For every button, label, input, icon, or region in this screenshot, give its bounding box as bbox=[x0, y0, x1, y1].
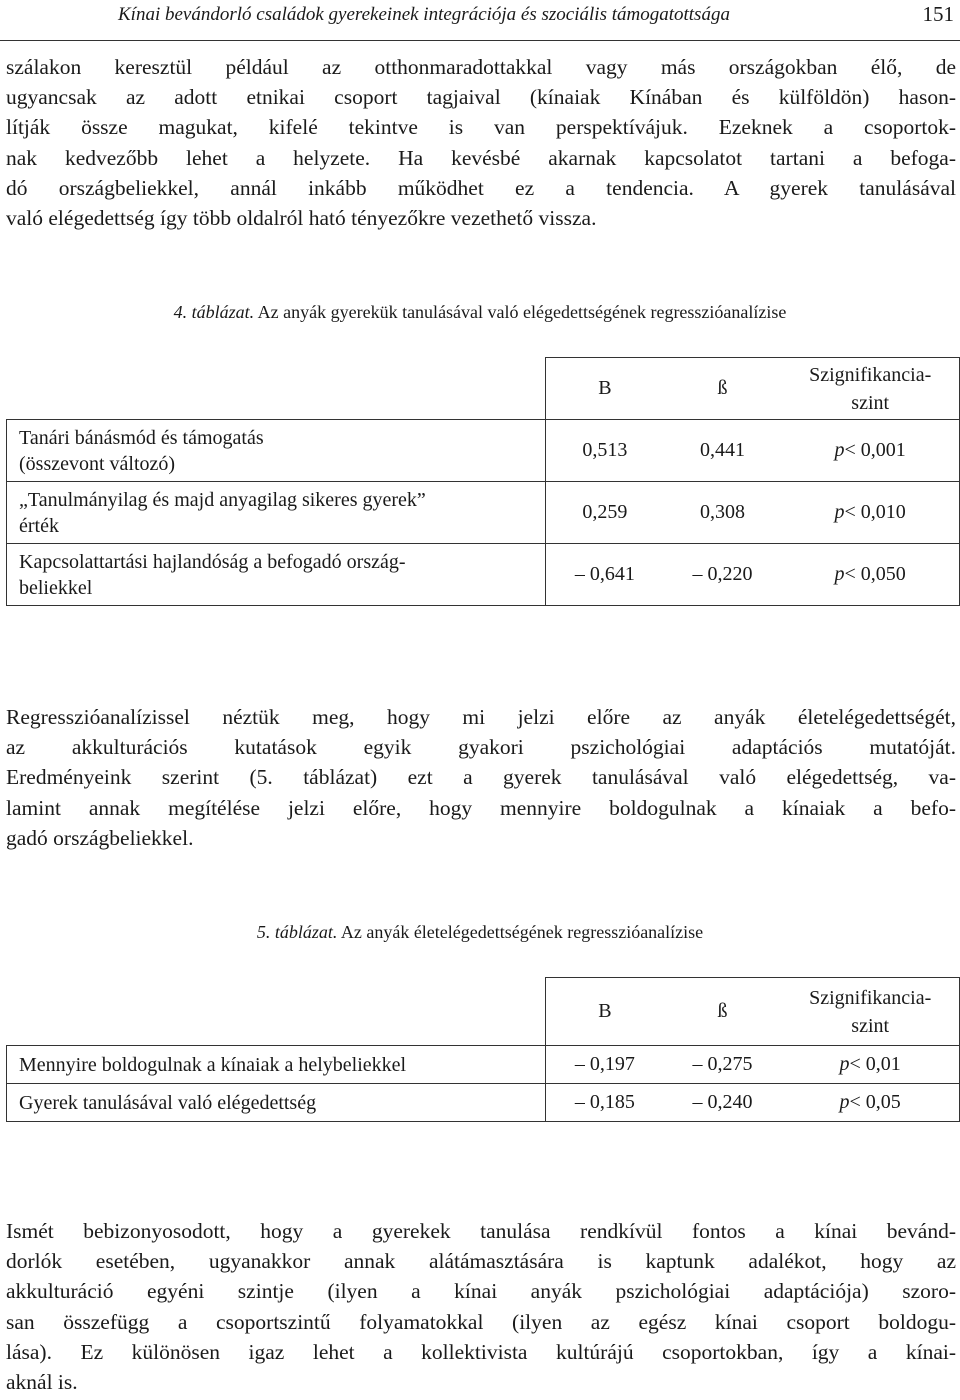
header-b: B bbox=[598, 1000, 612, 1022]
row-values bbox=[546, 1046, 960, 1084]
value-b: – 0,185 bbox=[574, 1091, 635, 1113]
table-row bbox=[7, 544, 960, 606]
paragraph-line: Ismét bebizonyosodott, hogy a gyerekek tanulása rendkívül fontos a kínai bevánd- bbox=[6, 1219, 956, 1243]
table-row bbox=[7, 482, 960, 544]
p-value: < 0,010 bbox=[844, 501, 906, 523]
p-symbol: p bbox=[834, 563, 845, 585]
table-5-caption-label: 5. táblázat. bbox=[256, 922, 338, 942]
header-beta: ß bbox=[717, 377, 728, 399]
value-beta: – 0,275 bbox=[692, 1053, 753, 1075]
table-5-header-row bbox=[7, 978, 960, 1046]
paragraph-line: Regresszióanalízissel néztük meg, hogy mi jelzi előre az anyák életelégedettségét, bbox=[6, 705, 956, 729]
value-b: – 0,641 bbox=[574, 563, 635, 585]
paragraph-line: ugyancsak az adott etnikai csoport tagjaival (kínaiak Kínában és külföldön) hason- bbox=[6, 85, 956, 110]
p-value: < 0,05 bbox=[849, 1091, 901, 1113]
paragraph-line: lamint annak megítélése jelzi előre, hogy mennyire boldogulnak a kínaiak a befo- bbox=[6, 795, 956, 820]
value-significance bbox=[790, 439, 950, 462]
value-beta: – 0,240 bbox=[692, 1091, 753, 1113]
row-values bbox=[546, 1084, 960, 1122]
paragraph-line: dorlók esetében, ugyanakkor annak alátámasztására is kaptunk adalékot, hogy az bbox=[6, 1249, 956, 1274]
row-label: Mennyire boldogulnak a kínaiak a helybeliekkel bbox=[7, 1046, 546, 1084]
row-values bbox=[546, 420, 960, 482]
paragraph-line: san összefügg a csoportszintű folyamatokkal (ilyen az egész kínai csoport boldogu- bbox=[6, 1309, 956, 1334]
row-label: Kapcsolattartási hajlandóság a befogadó ország- beliekkel bbox=[7, 544, 546, 606]
value-significance bbox=[790, 501, 950, 524]
p-symbol: p bbox=[834, 501, 845, 523]
header-significance: Szignifikancia- szint bbox=[809, 986, 932, 1037]
paragraph-3 bbox=[6, 1216, 956, 1397]
table-5-header-empty bbox=[7, 978, 546, 1046]
paragraph-line: dó országbeliekkel, annál inkább működhet ez a tendencia. A gyerek tanulásával bbox=[6, 175, 956, 200]
paragraph-line: szálakon keresztül például az otthonmaradottakkal vagy más országokban élő, de bbox=[6, 55, 956, 79]
paragraph-line: gadó országbeliekkel. bbox=[6, 825, 194, 850]
table-4-caption-label: 4. táblázat. bbox=[173, 302, 255, 322]
table-5-caption-text: Az anyák életelégedettségének regresszióanalízise bbox=[337, 922, 704, 942]
value-beta: 0,441 bbox=[700, 439, 746, 461]
p-value: < 0,01 bbox=[849, 1053, 901, 1075]
paragraph-line: lása). Ez különösen igaz lehet a kollektivista kultúrájú csoportokban, így a kínai- bbox=[6, 1339, 956, 1364]
row-label: Tanári bánásmód és támogatás (összevont változó) bbox=[7, 420, 546, 482]
value-significance bbox=[790, 563, 950, 586]
row-values bbox=[546, 544, 960, 606]
value-beta: – 0,220 bbox=[692, 563, 753, 585]
table-row bbox=[7, 1046, 960, 1084]
row-label: Gyerek tanulásával való elégedettség bbox=[7, 1084, 546, 1122]
paragraph-line: való elégedettség így több oldalról ható tényezőkre vezethető vissza. bbox=[6, 206, 597, 231]
table-4-header-row bbox=[7, 358, 960, 420]
value-b: 0,259 bbox=[582, 501, 628, 523]
header-b: B bbox=[598, 377, 612, 399]
paragraph-1 bbox=[6, 52, 956, 233]
row-values bbox=[546, 482, 960, 544]
page-number: 151 bbox=[922, 2, 954, 26]
running-head bbox=[0, 0, 960, 41]
paragraph-line: nak kedvezőbb lehet a helyzete. Ha kevésbé akarnak kapcsolatot tartani a befoga- bbox=[6, 145, 956, 170]
p-value: < 0,001 bbox=[844, 439, 906, 461]
running-head-title: Kínai bevándorló családok gyerekeinek integrációja és szociális támogatottsága bbox=[118, 4, 730, 25]
paragraph-line: lítják össze magukat, kifelé tekintve is van perspektívájuk. Ezeknek a csoportok- bbox=[6, 115, 956, 140]
table-4-header-cell bbox=[546, 358, 960, 420]
value-b: – 0,197 bbox=[574, 1053, 635, 1075]
header-significance: Szignifikancia- szint bbox=[809, 363, 932, 414]
table-5-header-cell bbox=[546, 978, 960, 1046]
table-5 bbox=[6, 977, 960, 1122]
p-symbol: p bbox=[839, 1091, 850, 1113]
value-beta: 0,308 bbox=[700, 501, 746, 523]
p-value: < 0,050 bbox=[844, 563, 906, 585]
row-label: „Tanulmányilag és majd anyagilag sikeres gyerek” érték bbox=[7, 482, 546, 544]
p-symbol: p bbox=[834, 439, 845, 461]
table-5-caption bbox=[0, 922, 960, 943]
table-row bbox=[7, 1084, 960, 1122]
paragraph-line: Eredményeink szerint (5. táblázat) ezt a gyerek tanulásával való elégedettség, va- bbox=[6, 765, 956, 790]
paragraph-2 bbox=[6, 702, 956, 853]
paragraph-line: akkulturáció egyéni szintje (ilyen a kínai anyák pszichológiai adaptációja) szoro- bbox=[6, 1279, 956, 1304]
paragraph-line: aknál is. bbox=[6, 1370, 78, 1395]
value-b: 0,513 bbox=[582, 439, 628, 461]
table-4-caption bbox=[0, 302, 960, 323]
table-4-header-empty bbox=[7, 358, 546, 420]
value-significance bbox=[790, 1053, 950, 1076]
table-4-caption-text: Az anyák gyerekük tanulásával való elégedettségének regresszióanalízise bbox=[254, 302, 787, 322]
value-significance bbox=[790, 1091, 950, 1114]
table-row bbox=[7, 420, 960, 482]
table-4 bbox=[6, 357, 960, 606]
p-symbol: p bbox=[839, 1053, 850, 1075]
paragraph-line: az akkulturációs kutatások egyik gyakori pszichológiai adaptációs mutatóját. bbox=[6, 735, 956, 760]
header-beta: ß bbox=[717, 1000, 728, 1022]
